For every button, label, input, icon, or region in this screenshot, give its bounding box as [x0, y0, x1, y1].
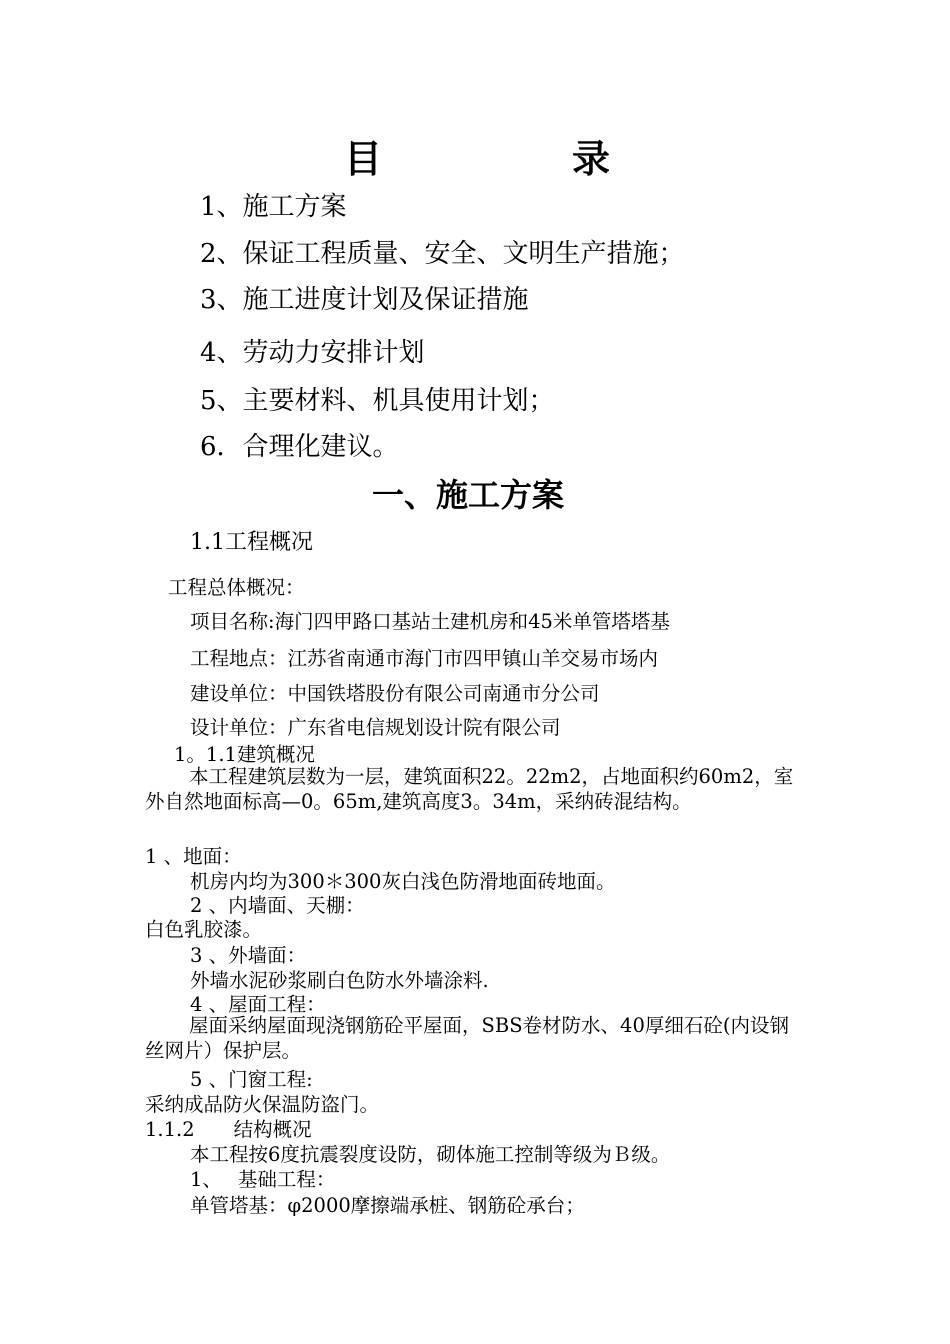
floor-text: 机房内均为300＊300灰白浅色防滑地面砖地面。 — [190, 870, 616, 893]
structure-heading: 1.1.2 结构概况 — [145, 1118, 312, 1141]
interior-wall-label: 2 、内墙面、天棚： — [190, 894, 365, 917]
roof-paragraph: 屋面采纳屋面现浇钢筋砼平屋面，SBS卷材防水、40厚细石砼(内设钢丝网片）保护层。 — [145, 1014, 789, 1062]
toc-item-5: 5、主要材料、机具使用计划； — [200, 386, 555, 416]
arch-paragraph: 本工程建筑层数为一层，建筑面积22。22m2，占地面积约60m2，室外自然地面标高—0。65m,建筑高度3。34m，采纳砖混结构。 — [145, 765, 794, 813]
interior-wall-text: 白色乳胶漆。 — [145, 918, 263, 941]
section-title: 一、施工方案 — [372, 476, 565, 514]
doors-text: 采纳成品防火保温防盗门。 — [145, 1093, 380, 1116]
exterior-wall-label: 3 、外墙面： — [190, 944, 307, 967]
toc-item-6: 6．合理化建议。 — [200, 432, 399, 462]
arch-heading: 1。1.1建筑概况 — [174, 743, 315, 766]
overall-label: 工程总体概况： — [168, 576, 305, 599]
toc-item-1: 1、施工方案 — [200, 192, 347, 222]
toc-item-3: 3、施工进度计划及保证措施 — [200, 285, 529, 315]
toc-item-2: 2、保证工程质量、安全、文明生产措施； — [200, 239, 685, 269]
exterior-wall-text: 外墙水泥砂浆刷白色防水外墙涂料. — [190, 969, 489, 992]
foundation-text: 单管塔基：φ2000摩擦端承桩、钢筋砼承台； — [190, 1194, 585, 1217]
toc-title-left: 目 — [344, 137, 383, 181]
doors-label: 5 、门窗工程: — [190, 1068, 313, 1091]
overview-heading: 1.1工程概况 — [190, 530, 313, 555]
builder-unit: 建设单位：中国铁塔股份有限公司南通市分公司 — [190, 682, 600, 705]
toc-title-right: 录 — [572, 137, 611, 181]
structure-text: 本工程按6度抗震裂度设防，砌体施工控制等级为Ｂ级。 — [190, 1143, 671, 1166]
toc-item-4: 4、劳动力安排计划 — [200, 338, 425, 368]
designer-unit: 设计单位：广东省电信规划设计院有限公司 — [190, 716, 561, 739]
roof-label: 4 、屋面工程： — [190, 993, 326, 1016]
project-name: 项目名称:海门四甲路口基站土建机房和45米单管塔塔基 — [190, 610, 670, 633]
floor-label: 1 、地面： — [145, 845, 242, 868]
project-location: 工程地点：江苏省南通市海门市四甲镇山羊交易市场内 — [190, 647, 659, 670]
foundation-label: 1、 基础工程： — [190, 1168, 336, 1191]
